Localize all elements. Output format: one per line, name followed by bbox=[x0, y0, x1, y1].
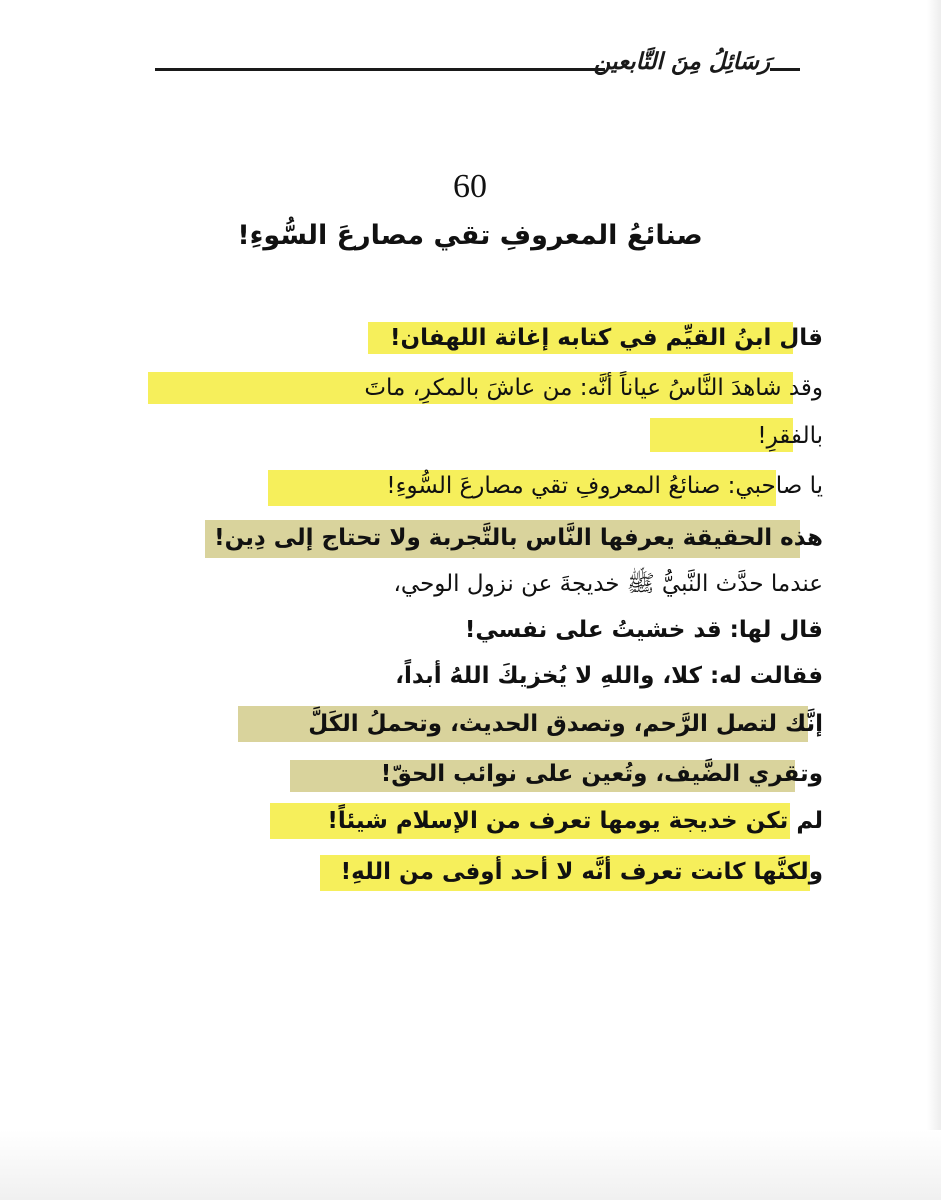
text-line-9: إنَّك لتصل الرَّحم، وتصدق الحديث، وتحملُ الكَلَّ bbox=[308, 711, 823, 737]
header-dash bbox=[770, 68, 800, 71]
text-line-10: وتقري الضَّيف، وتُعين على نوائب الحقّ! bbox=[380, 761, 823, 787]
text-line-12: ولكنَّها كانت تعرف أنَّه لا أحد أوفى من اللهِ! bbox=[340, 859, 823, 885]
text-line-5: هذه الحقيقة يعرفها النَّاس بالتَّجربة ولا تحتاج إلى دِين! bbox=[214, 525, 823, 551]
text-line-11: لم تكن خديجة يومها تعرف من الإسلام شيئاً! bbox=[327, 808, 823, 834]
page-edge-shadow bbox=[927, 0, 941, 1200]
text-line-3: بالفقرِ! bbox=[757, 423, 823, 449]
header-rule bbox=[155, 68, 605, 71]
text-line-8: فقالت له: كلا، واللهِ لا يُخزيكَ اللهُ أبداً، bbox=[395, 663, 823, 689]
text-line-7: قال لها: قد خشيتُ على نفسي! bbox=[464, 617, 823, 643]
text-line-2: وقد شاهدَ النَّاسُ عياناً أنَّه: من عاشَ بالمكرِ، ماتَ bbox=[364, 375, 823, 401]
chapter-title: صنائعُ المعروفِ تقي مصارعَ السُّوءِ! bbox=[237, 220, 703, 251]
text-line-4: يا صاحبي: صنائعُ المعروفِ تقي مصارعَ السُّوءِ! bbox=[386, 473, 823, 499]
page-bottom-shadow bbox=[0, 1130, 941, 1200]
text-line-1: قال ابنُ القيِّم في كتابه إغاثة اللهفان! bbox=[390, 325, 823, 351]
chapter-number: 60 bbox=[453, 168, 487, 205]
running-head: رَسَائِلُ مِنَ التَّابعين bbox=[593, 48, 770, 75]
text-line-6: عندما حدَّث النَّبيُّ ﷺ خديجةَ عن نزول الوحي، bbox=[393, 571, 823, 597]
